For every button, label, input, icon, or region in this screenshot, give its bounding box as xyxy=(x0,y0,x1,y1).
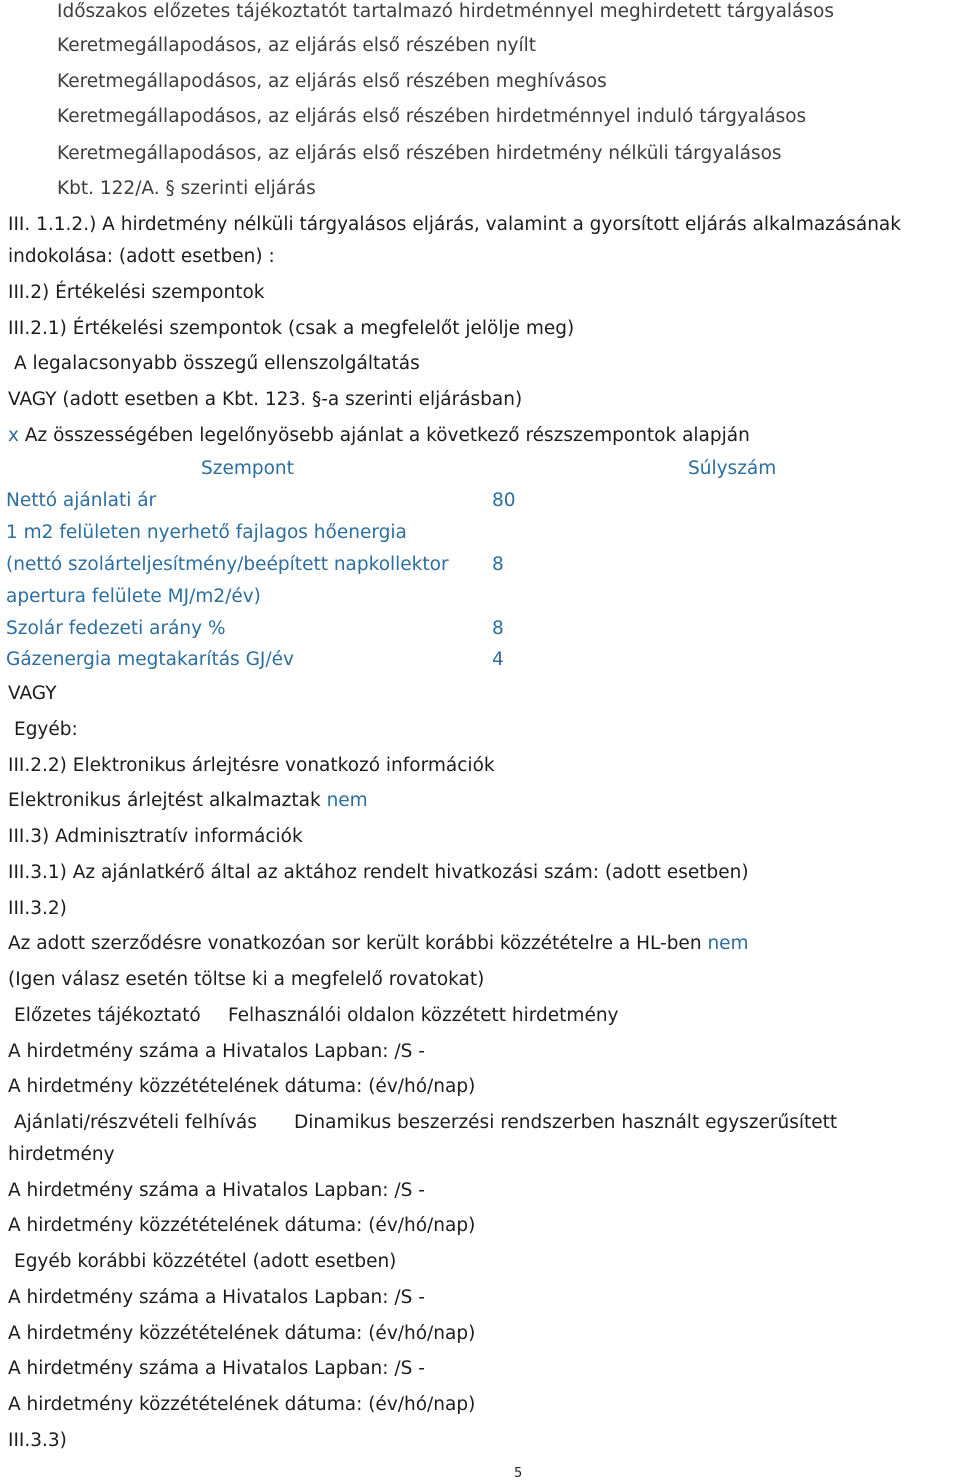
dps-notice-label: Dinamikus beszerzési rendszerben használt egyszerűsített xyxy=(294,1112,838,1133)
option-framework-negotiated-no-notice: Keretmegállapodásos, az eljárás első részében hirdetmény nélküli tárgyalásos xyxy=(57,143,782,164)
section-3-2-heading: III.2) Értékelési szempontok xyxy=(8,282,265,303)
other-criterion-label: Egyéb: xyxy=(14,719,78,740)
other-previous-publication: Egyéb korábbi közzététel (adott esetben) xyxy=(14,1251,397,1272)
criteria-column-criterion: Szempont xyxy=(201,458,294,479)
notice-date-4: A hirdetmény közzétételének dátuma: (év/hó/nap) xyxy=(8,1394,476,1415)
criteria-row-solar-fraction: Szolár fedezeti arány % xyxy=(6,618,226,639)
selected-mark: x xyxy=(8,425,19,446)
criterion-best-value: x Az összességében legelőnyösebb ajánlat a következő részszempontok alapján xyxy=(8,425,750,446)
option-framework-restricted: Keretmegállapodásos, az eljárás első részében meghívásos xyxy=(57,71,607,92)
notice-date-3: A hirdetmény közzétételének dátuma: (év/hó/nap) xyxy=(8,1323,476,1344)
prior-information-label: Előzetes tájékoztató xyxy=(14,1005,201,1026)
fill-hint: (Igen válasz esetén töltse ki a megfelelő rovatokat) xyxy=(8,969,485,990)
notice-number-1: A hirdetmény száma a Hivatalos Lapban: /S - xyxy=(8,1041,425,1062)
option-framework-negotiated-notice: Keretmegállapodásos, az eljárás első részében hirdetménnyel induló tárgyalásos xyxy=(57,106,807,127)
notice-number-2: A hirdetmény száma a Hivatalos Lapban: /S - xyxy=(8,1180,425,1201)
page-number: 5 xyxy=(514,1466,523,1481)
section-3-3-heading: III.3) Adminisztratív információk xyxy=(8,826,303,847)
contract-notice-label: Ajánlati/részvételi felhívás xyxy=(14,1112,257,1133)
section-3-2-2-heading: III.2.2) Elektronikus árlejtésre vonatkozó információk xyxy=(8,755,495,776)
criteria-row-net-price: Nettó ajánlati ár xyxy=(6,490,157,511)
notice-date-1: A hirdetmény közzétételének dátuma: (év/hó/nap) xyxy=(8,1076,476,1097)
criteria-row-heat-energy: 1 m2 felületen nyerhető fajlagos hőenergia xyxy=(6,522,407,543)
criteria-row-gas-saving: Gázenergia megtakarítás GJ/év xyxy=(6,649,294,670)
buyer-profile-label: Felhasználói oldalon közzétett hirdetmény xyxy=(228,1005,619,1026)
section-3-3-1-heading: III.3.1) Az ajánlatkérő által az aktához rendelt hivatkozási szám: (adott esetben) xyxy=(8,862,749,883)
option-framework-open: Keretmegállapodásos, az eljárás első részében nyílt xyxy=(57,35,537,56)
criteria-row-gas-saving-weight: 4 xyxy=(492,649,504,670)
notice-date-2: A hirdetmény közzétételének dátuma: (év/hó/nap) xyxy=(8,1215,476,1236)
criteria-row-solar-fraction-weight: 8 xyxy=(492,618,504,639)
electronic-auction-value: nem xyxy=(326,790,368,811)
option-kbt-122a: Kbt. 122/A. § szerinti eljárás xyxy=(57,178,316,199)
or-label: VAGY xyxy=(8,683,57,704)
section-3-2-1-heading: III.2.1) Értékelési szempontok (csak a megfelelőt jelölje meg) xyxy=(8,318,575,339)
criterion-lowest-price: A legalacsonyabb összegű ellenszolgáltatás xyxy=(14,353,420,374)
criteria-row-heat-energy-cont2: apertura felülete MJ/m2/év) xyxy=(6,586,261,607)
criteria-column-weight: Súlyszám xyxy=(688,458,777,479)
electronic-auction-line: Elektronikus árlejtést alkalmaztak nem xyxy=(8,790,368,811)
section-3-1-1-2-heading-cont: indokolása: (adott esetben) : xyxy=(8,246,275,267)
option-periodic-notice: Időszakos előzetes tájékoztatót tartalmazó hirdetménnyel meghirdetett tárgyalásos xyxy=(57,1,835,22)
criteria-row-heat-energy-weight: 8 xyxy=(492,554,504,575)
previous-publication-line: Az adott szerződésre vonatkozóan sor került korábbi közzétételre a HL-ben nem xyxy=(8,933,749,954)
notice-number-3: A hirdetmény száma a Hivatalos Lapban: /S - xyxy=(8,1287,425,1308)
criteria-row-heat-energy-cont: (nettó szolárteljesítmény/beépített napkollektor xyxy=(6,554,449,575)
section-3-3-2-heading: III.3.2) xyxy=(8,898,67,919)
or-label-kbt-123: VAGY (adott esetben a Kbt. 123. §-a szerinti eljárásban) xyxy=(8,389,523,410)
dps-notice-label-cont: hirdetmény xyxy=(8,1144,115,1165)
criteria-row-net-price-weight: 80 xyxy=(492,490,516,511)
section-3-3-3-heading: III.3.3) xyxy=(8,1430,67,1451)
section-3-1-1-2-heading: III. 1.1.2.) A hirdetmény nélküli tárgyalásos eljárás, valamint a gyorsított eljárás alkalmazásának xyxy=(8,214,901,235)
notice-number-4: A hirdetmény száma a Hivatalos Lapban: /S - xyxy=(8,1358,425,1379)
previous-publication-value: nem xyxy=(707,933,749,954)
